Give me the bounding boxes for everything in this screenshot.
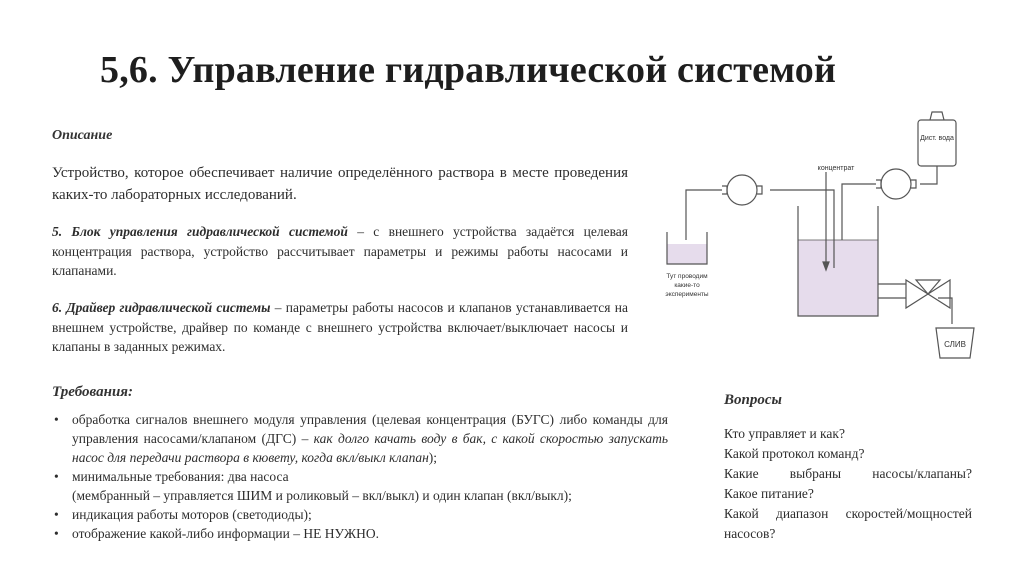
cuvette-label-2: какие-то: [674, 282, 700, 289]
question-item: Какое питание?: [724, 486, 814, 501]
questions-list: [724, 424, 972, 544]
block5-label: 5. Блок управления гидравлической системой: [52, 224, 348, 239]
block6-text: – параметры работы насосов и клапанов устанавливается на внешнем устройстве, драйвер по команде с внешнего устройства включает/выключает насосы и клапаны в заданных режимах.: [52, 300, 628, 354]
question-item: Какой протокол команд?: [724, 446, 865, 461]
block6-paragraph: [52, 298, 628, 357]
requirement-item: • минимальные требования: два насоса (мембранный – управляется ШИМ и роликовый – вкл/выкл) и один клапан (вкл/выкл);: [54, 469, 572, 503]
water-container-neck: [930, 112, 944, 120]
water-container: [918, 120, 956, 166]
tank-liquid: [798, 240, 878, 316]
water-pipe: [920, 166, 937, 184]
requirements-list: [52, 410, 668, 543]
page-title: 5,6. Управление гидравлической системой: [100, 49, 837, 91]
question-item: Какой диапазон скоростей/мощностей: [724, 506, 972, 521]
cuvette-label-1: Тут проводим: [666, 273, 708, 280]
cuvette-label-3: эксперименты: [665, 291, 709, 298]
right-pump-icon: [881, 169, 911, 199]
question-item: Кто управляет и как?: [724, 426, 845, 441]
block5-text: – с внешнего устройства задаётся целевая концентрация раствора, устройство рассчитывает параметры и режимы работы насосами и клапанами.: [52, 224, 629, 278]
description-heading: Описание: [52, 128, 113, 143]
requirement-item: • обработка сигналов внешнего модуля управления (целевая концентрация (БУГС) либо команды для управления насосами/клапаном (ДГС) – как долго качать воду в бак, с какой скоростью запускать насос для передачи раствора в кювету, когда вкл/выкл клапан);: [54, 412, 668, 465]
hydraulic-diagram: [640, 100, 1000, 380]
requirements-heading: Требования:: [52, 384, 134, 400]
drain-label: СЛИВ: [944, 340, 966, 349]
block6-label: 6. Драйвер гидравлической системы: [52, 300, 271, 315]
requirement-item: • индикация работы моторов (светодиоды);: [54, 507, 312, 522]
question-item: насосов?: [724, 526, 776, 541]
pump-to-cuvette-pipe: [686, 190, 722, 240]
water-label: Дист. вода: [920, 135, 954, 142]
question-item: Какие выбраны насосы/клапаны?: [724, 466, 972, 481]
left-pump-icon: [727, 175, 757, 205]
description-text: Устройство, которое обеспечивает наличие определённого раствора в месте проведения каких-то лабораторных исследований.: [52, 165, 628, 203]
drain-pipe: [878, 284, 906, 298]
concentrate-label: концентрат: [817, 165, 855, 172]
block5-paragraph: [52, 222, 628, 281]
requirement-item: • отображение какой-либо информации – НЕ НУЖНО.: [54, 526, 380, 541]
questions-heading: Вопросы: [724, 392, 782, 408]
cuvette-liquid: [667, 244, 707, 264]
